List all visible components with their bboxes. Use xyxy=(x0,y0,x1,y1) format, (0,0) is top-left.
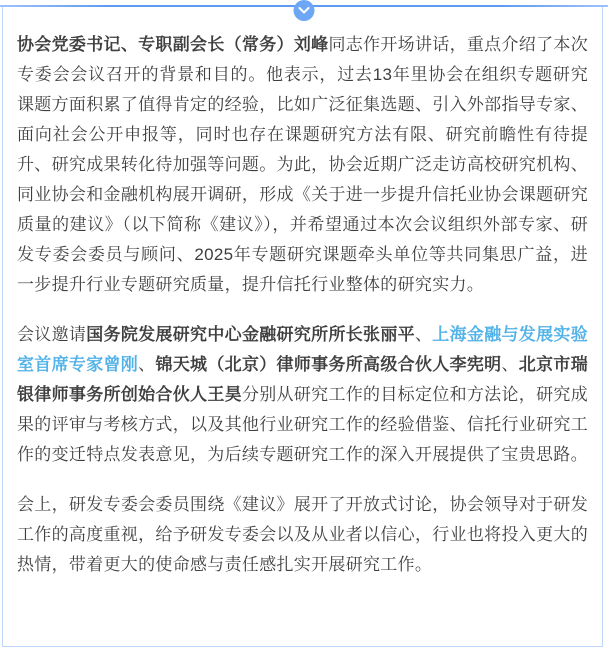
paragraph xyxy=(17,320,588,470)
paragraph xyxy=(17,490,588,580)
text-run: 、 xyxy=(501,355,519,374)
paragraph xyxy=(17,30,588,300)
text-run: 、 xyxy=(138,355,156,374)
article-content-box xyxy=(2,7,603,647)
text-run: 会上，研发专委会委员围绕《建议》展开了开放式讨论，协会领导对于研发工作的高度重视，给予研发专委会以及从业者以信心，行业也将投入更大的热情，带着更大的使命感与责任感扎实开展研究工作。 xyxy=(17,495,588,574)
bold-text-run: 国务院发展研究中心金融研究所所长张丽平 xyxy=(86,325,415,344)
bold-text-run: 北京市瑞银律师事务所创始合伙人王昊 xyxy=(17,355,589,404)
text-run: 同志作开场讲话，重点介绍了本次专委会会议召开的背景和目的。他表示，过去13年里协会在组织专题研究课题方面积累了值得肯定的经验，比如广泛征集选题、引入外部指导专家、面向社会公开申报等，同时也存在课题研究方法有限、研究前瞻性有待提升、研究成果转化待加强等问题。为此，协会近期广泛走访高校研究机构、同业协会和金融机构展开调研，形成《关于进一步提升信托业协会课题研究质量的建议》（以下简称《建议》），并希望通过本次会议组织外部专家、研发专委会委员与顾问、2025年专题研究课题牵头单位等共同集思广益，进一步提升行业专题研究质量，提升信托行业整体的研究实力。 xyxy=(17,35,588,294)
chevron-down-icon xyxy=(299,7,310,14)
text-run: 会议邀请 xyxy=(17,325,87,344)
inline-link[interactable]: 上海金融与发展实验室首席专家曾刚 xyxy=(17,325,589,374)
text-run: 、 xyxy=(414,325,433,344)
bold-text-run: 锦天城（北京）律师事务所高级合伙人李宪明 xyxy=(155,355,502,374)
chevron-down-badge xyxy=(294,0,315,21)
bold-text-run: 协会党委书记、专职副会长（常务）刘峰 xyxy=(17,35,329,54)
article-body xyxy=(17,30,588,580)
text-run: 分别从研究工作的目标定位和方法论，研究成果的评审与考核方式，以及其他行业研究工作的经验借鉴、信托行业研究工作的变迁特点发表意见，为后续专题研究工作的深入开展提供了宝贵思路。 xyxy=(17,385,588,464)
